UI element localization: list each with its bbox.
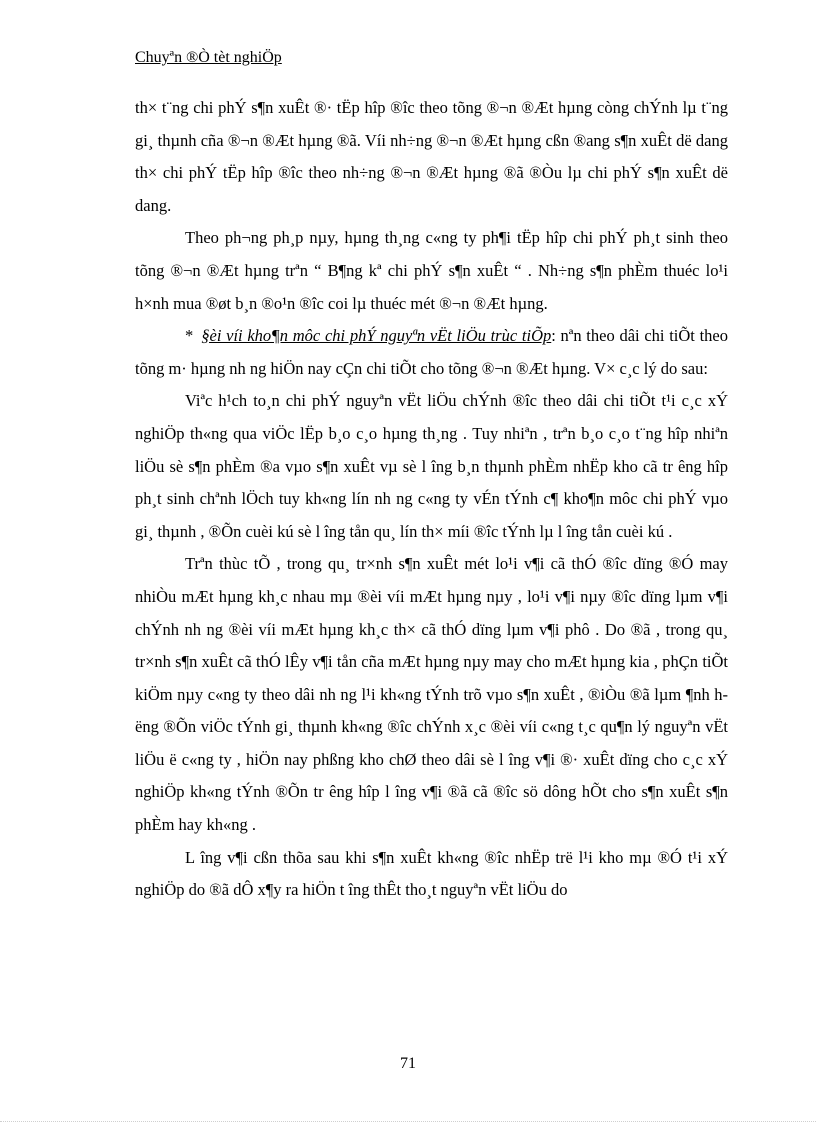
paragraph-2: Theo ph¬ng ph¸p nµy, hµng th¸ng c«ng ty ph¶i tËp hîp chi phÝ ph¸t sinh theo tõng ®¬n ®Æt hµng trªn “ B¶ng kª chi phÝ s¶n xuÊt “ . Nh÷ng s¶n phÈm thuéc lo¹i h×nh mua ®øt b¸n ®o¹n ®îc coi lµ thuéc mét ®¬n ®Æt hµng. (135, 228, 728, 313)
page-bottom-divider (0, 1121, 816, 1122)
paragraph-5: Trªn thùc tÕ , trong qu¸ tr×nh s¶n xuÊt mét lo¹i v¶i cã thÓ ®îc dïng ®Ó may nhiÒu mÆt hµng kh¸c nhau mµ ®èi víi mÆt hµng nµy , lo¹i v¶i nµy ®îc dïng lµm v¶i chÝnh nh ng ®èi víi mÆt hµng kh¸c th× cã thÓ dïng lµm v¶i phô . Do ®ã , trong qu¸ tr×nh s¶n xuÊt cã thÓ lÊy v¶i tån cña mÆt hµng nµy may cho mÆt hµng kia , phÇn tiÕt kiÖm nµy c«ng ty theo dâi nh ng l¹i kh«ng tÝnh trõ vµo s¶n xuÊt , ®iÒu ®ã lµm ¶nh h ëng ®Õn viÖc tÝnh gi¸ thµnh kh«ng ®îc chÝnh x¸c ®èi víi c«ng t¸c qu¶n lý nguyªn vËt liÖu ë c«ng ty , hiÖn nay phßng kho chØ theo dâi sè l îng v¶i ®· xuÊt dïng cho c¸c xÝ nghiÖp kh«ng tÝnh ®Õn tr êng hîp l îng v¶i ®ã cã ®îc sö dông hÕt cho s¶n xuÊt s¶n phÈm hay kh«ng . (135, 554, 728, 835)
bullet-star: * (185, 326, 194, 346)
paragraph-6: L îng v¶i cßn thõa sau khi s¶n xuÊt kh«ng ®îc nhËp trë l¹i kho mµ ®Ó t¹i xÝ nghiÖp do ®ã dÔ x¶y ra hiÖn t îng thÊt tho¸t nguyªn vËt liÖu do (135, 847, 728, 900)
running-header: Chuyªn ®Ò tèt nghiÖp (135, 49, 282, 66)
paragraph-1: th× t¨ng chi phÝ s¶n xuÊt ®· tËp hîp ®îc theo tõng ®¬n ®Æt hµng còng chÝnh lµ t¨ng gi¸ thµnh cña ®¬n ®Æt hµng ®ã. Víi nh÷ng ®¬n ®Æt hµng cßn ®ang s¶n xuÊt dë dang th× chi phÝ tËp hîp ®îc theo nh÷ng ®¬n ®Æt hµng ®ã ®Òu lµ chi phÝ s¶n xuÊt dë dang. (135, 98, 728, 215)
section-heading-inline: §èi víi kho¶n môc chi phÝ nguyªn vËt liÖu trùc tiÕp (201, 326, 552, 346)
page-number: 71 (400, 1055, 416, 1072)
paragraph-4: Viªc h¹ch to¸n chi phÝ nguyªn vËt liÖu chÝnh ®îc theo dâi chi tiÕt t¹i c¸c xÝ nghiÖp th«ng qua viÖc lËp b¸o c¸o hµng th¸ng . Tuy nhiªn , trªn b¸o c¸o t¨ng hîp nhiªn liÖu sè s¶n phÈm ®a vµo s¶n xuÊt vµ sè l îng b¸n thµnh phÈm nhËp kho cã tr êng hîp ph¸t sinh chªnh lÖch tuy kh«ng lín nh ng c«ng ty vÉn tÝnh c¶ kho¶n môc chi phÝ vµo gi¸ thµnh , ®Õn cuèi kú sè l îng tån qu¸ lín th× míi ®îc tÝnh lµ l îng tån cuèi kú . (135, 391, 728, 541)
paragraph-3-text: : nªn theo dâi chi tiÕt theo tõng m· hµng nh ng hiÖn nay cÇn chi tiÕt cho tõng ®¬n ®Æt hµng. V× c¸c lý do sau: (135, 326, 728, 378)
paragraph-3 (135, 320, 728, 385)
body-text (135, 92, 728, 907)
